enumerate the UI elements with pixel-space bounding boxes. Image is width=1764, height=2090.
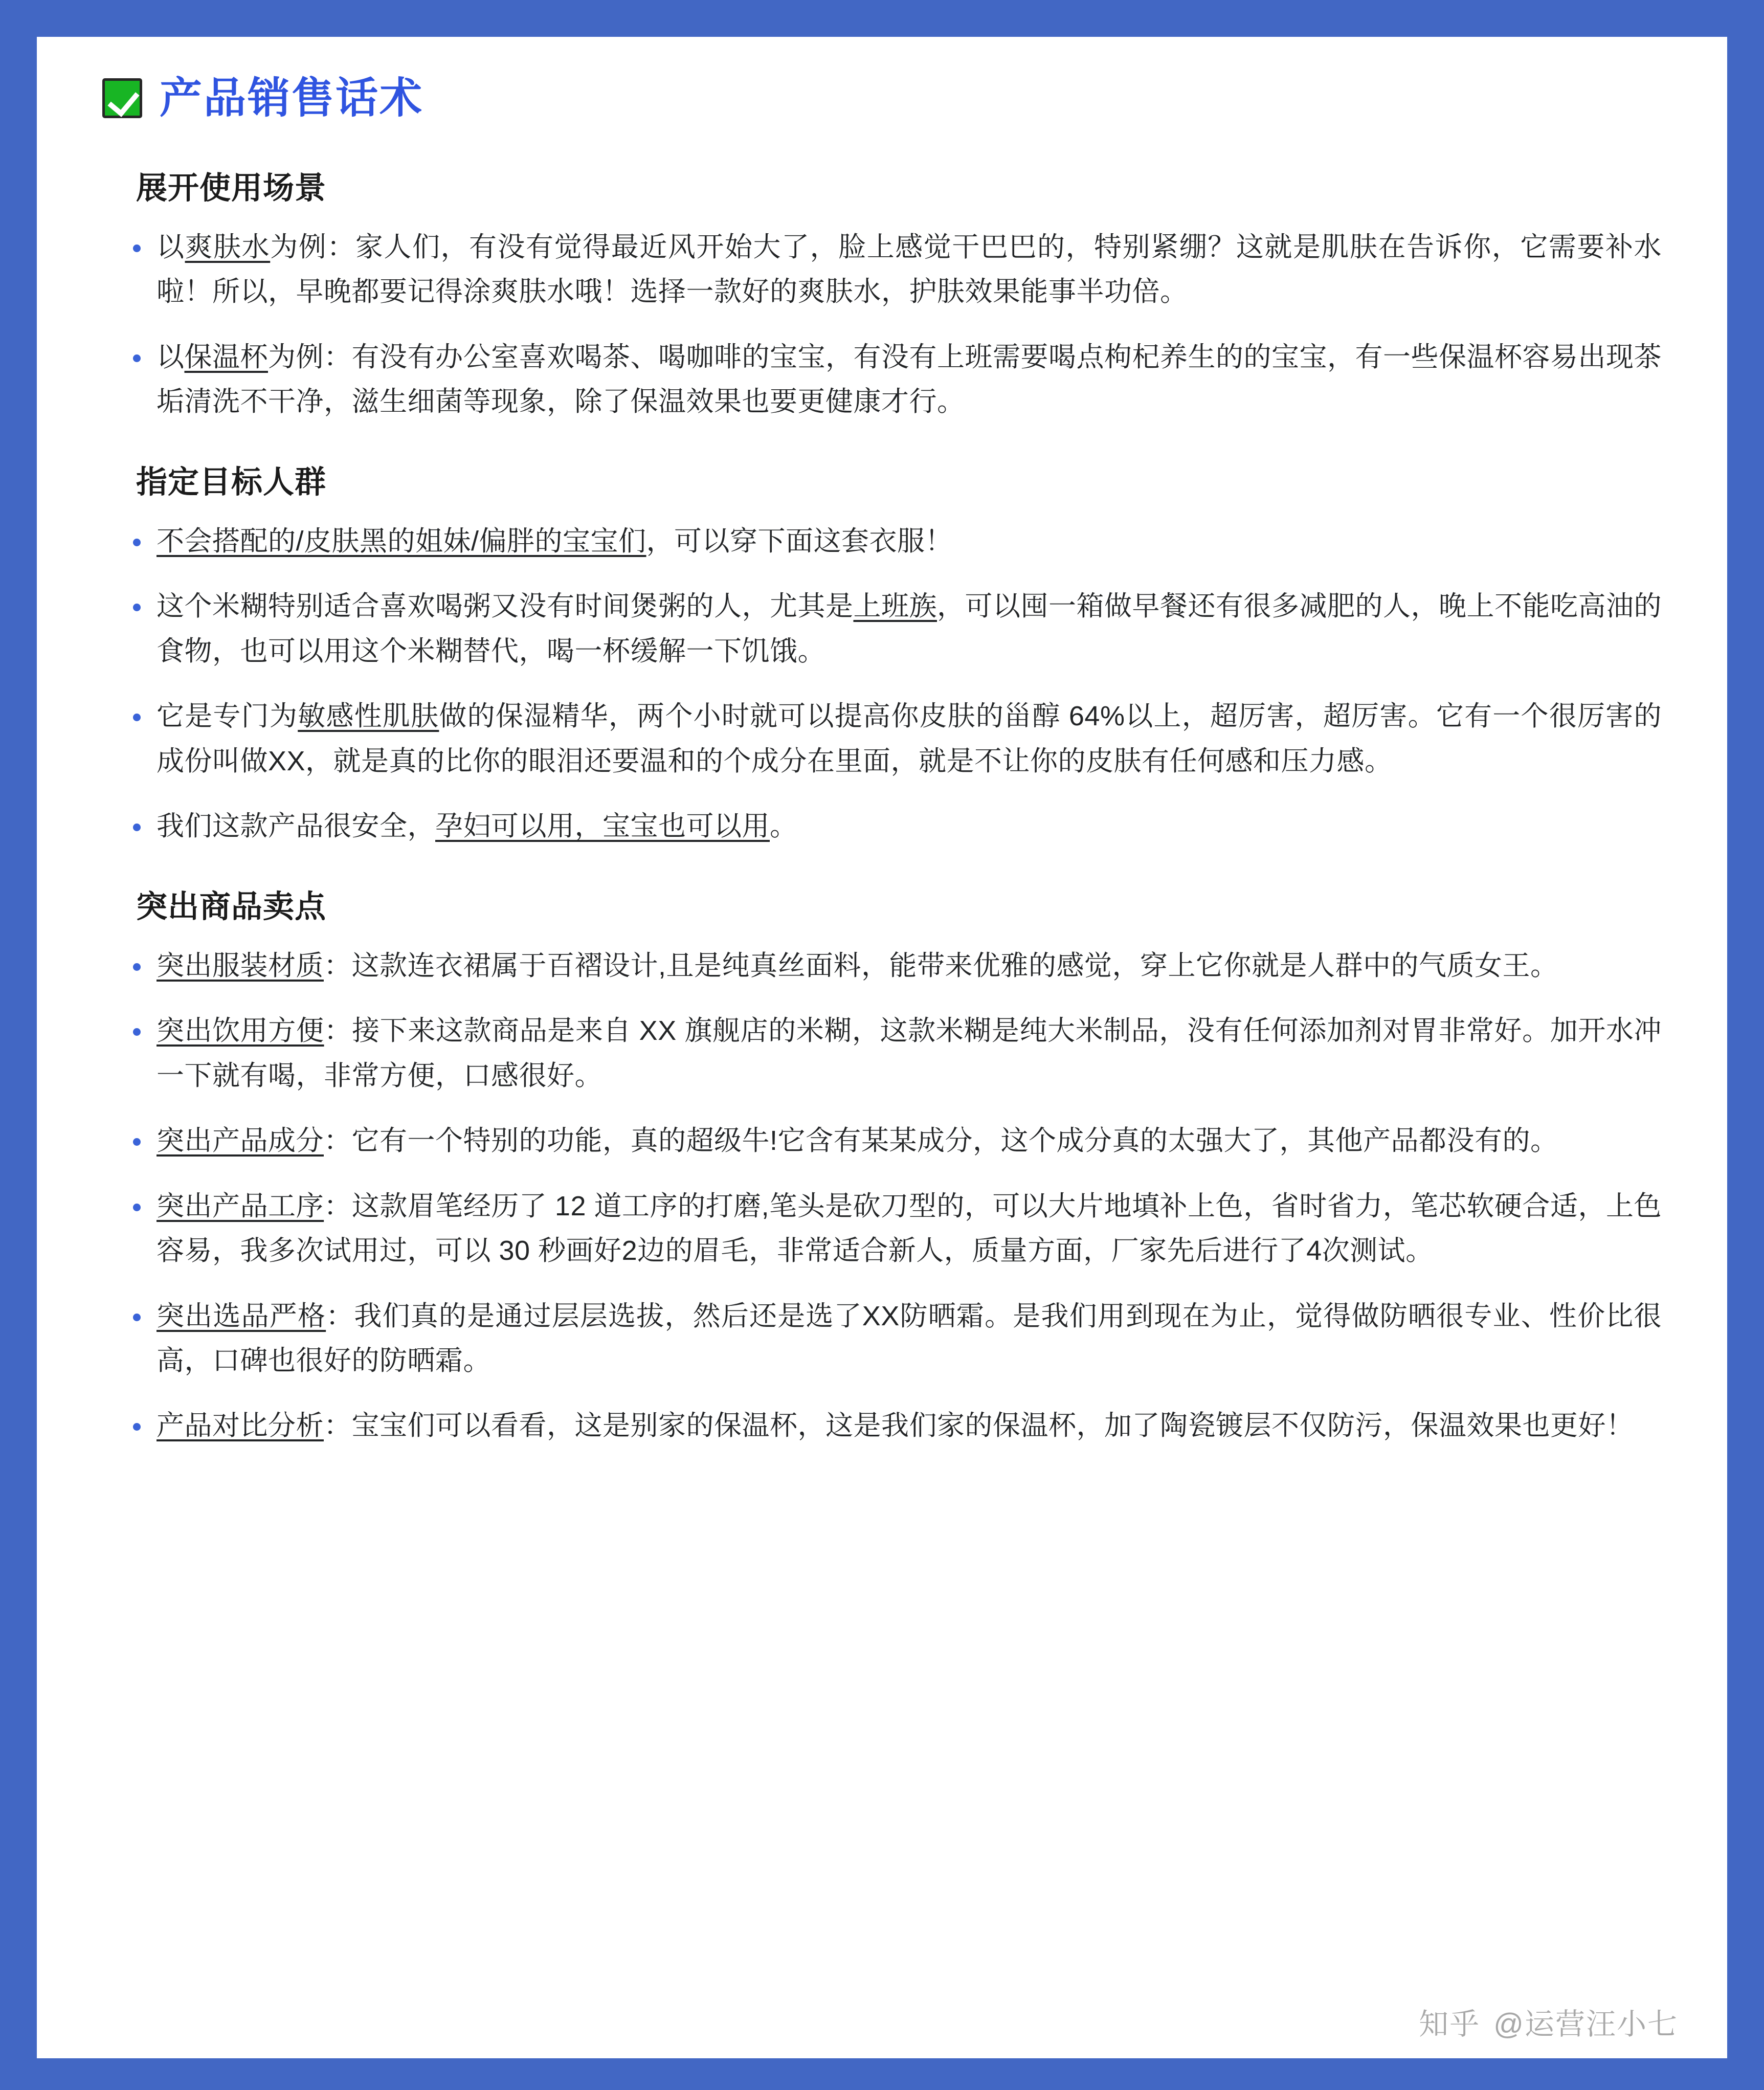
list-item: [102, 694, 1662, 784]
section: [102, 882, 1662, 1449]
emphasis-underline-text: 爽肤水: [185, 232, 271, 262]
body-text: ：宝宝们可以看看，这是别家的保温杯，这是我们家的保温杯，加了陶瓷镀层不仅防污，保温效果也更好！: [324, 1410, 1634, 1441]
body-text: 为例：家人们，有没有觉得最近风开始大了，脸上感觉干巴巴的，特别紧绷？这就是肌肤在告诉你，它需要补水啦！所以，早晚都要记得涂爽肤水哦！选择一款好的爽肤水，护肤效果能事半功倍。: [157, 232, 1662, 307]
emphasis-underline-text: 保温杯: [184, 341, 268, 372]
watermark: [1419, 2000, 1678, 2043]
body-text: 。: [770, 811, 798, 842]
sections-container: [102, 163, 1662, 1449]
list-item: [102, 335, 1662, 425]
emphasis-underline-text: 上班族: [853, 591, 937, 622]
watermark-handle: @运营汪小七: [1493, 2008, 1678, 2041]
bullet-list: [102, 944, 1662, 1449]
body-text: ：它有一个特别的功能，真的超级牛!它含有某某成分，这个成分真的太强大了，其他产品都没有的。: [324, 1125, 1558, 1157]
list-item: [102, 1294, 1662, 1384]
emphasis-underline-text: 不会搭配的/皮肤黑的姐妹/偏胖的宝宝们: [157, 525, 646, 557]
list-item: [102, 225, 1662, 315]
emphasis-underline-text: 突出产品工序: [157, 1190, 324, 1221]
body-text: 我们这款产品很安全，: [157, 811, 435, 842]
list-item: [102, 1184, 1662, 1274]
list-item: [102, 584, 1662, 674]
document-page: [37, 37, 1727, 2058]
emphasis-underline-text: 突出选品严格: [157, 1300, 326, 1331]
body-text: ：我们真的是通过层层选拔，然后还是选了XX防晒霜。是我们用到现在为止，觉得做防晒很专业、性价比很高，口碑也很好的防晒霜。: [157, 1300, 1662, 1376]
section-heading: 展开使用场景: [136, 170, 327, 205]
body-text: 这个米糊特别适合喜欢喝粥又没有时间煲粥的人，尤其是: [157, 591, 854, 622]
list-item: [102, 1404, 1662, 1448]
bullet-list: [102, 519, 1662, 849]
body-text: 为例：有没有办公室喜欢喝茶、喝咖啡的宝宝，有没有上班需要喝点枸杞养生的的宝宝，有一些保温杯容易出现茶垢清洗不干净，滋生细菌等现象，除了保温效果也要更健康才行。: [157, 341, 1662, 417]
list-item: [102, 804, 1662, 849]
section: [102, 163, 1662, 425]
body-text: ：这款眉笔经历了 12 道工序的打磨,笔头是砍刀型的，可以大片地填补上色，省时省力，笔芯软硬合适，上色容易，我多次试用过，可以 30 秒画好2边的眉毛，非常适合新人，质量方面，厂家先后进行了4次测试。: [157, 1190, 1662, 1266]
document-sheet: [37, 37, 1727, 2058]
emphasis-underline-text: 产品对比分析: [157, 1410, 324, 1441]
page-title: [102, 74, 1662, 122]
list-item: [102, 519, 1662, 564]
body-text: 以: [157, 232, 185, 262]
list-item: [102, 944, 1662, 988]
body-text: ：这款连衣裙属于百褶设计,且是纯真丝面料，能带来优雅的感觉，穿上它你就是人群中的气质女王。: [324, 950, 1558, 981]
section: [102, 457, 1662, 849]
emphasis-underline-text: 突出服装材质: [157, 950, 324, 981]
list-item: [102, 1009, 1662, 1098]
emphasis-underline-text: 孕妇可以用，宝宝也可以用: [435, 811, 770, 842]
body-text: 以: [157, 341, 185, 372]
body-text: ，可以囤一箱做早餐还有很多减肥的人，晚上不能吃高油的食物，也可以用这个米糊替代，喝一杯缓解一下饥饿。: [157, 591, 1662, 666]
list-item: [102, 1119, 1662, 1163]
body-text: ：接下来这款商品是来自 XX 旗舰店的米糊，这款米糊是纯大米制品，没有任何添加剂对胃非常好。加开水冲一下就有喝，非常方便，口感很好。: [157, 1015, 1662, 1091]
section-heading: 突出商品卖点: [136, 888, 327, 924]
body-text: 做的保湿精华，两个小时就可以提高你皮肤的甾醇 64%以上，超厉害，超厉害。它有一个很厉害的成份叫做XX，就是真的比你的眼泪还要温和的个成分在里面，就是不让你的皮肤有任何感和压力感。: [157, 701, 1662, 776]
check-box-green-icon: [102, 78, 142, 118]
page-title-text: 产品销售话术: [160, 74, 423, 122]
body-text: 它是专门为: [157, 701, 298, 732]
section-heading: 指定目标人群: [136, 464, 327, 499]
emphasis-underline-text: 突出饮用方便: [157, 1015, 324, 1047]
emphasis-underline-text: 突出产品成分: [157, 1125, 324, 1157]
watermark-platform: 知乎: [1419, 2008, 1481, 2041]
emphasis-underline-text: 敏感性肌肤: [298, 701, 439, 732]
bullet-list: [102, 225, 1662, 425]
body-text: ，可以穿下面这套衣服！: [646, 525, 953, 557]
